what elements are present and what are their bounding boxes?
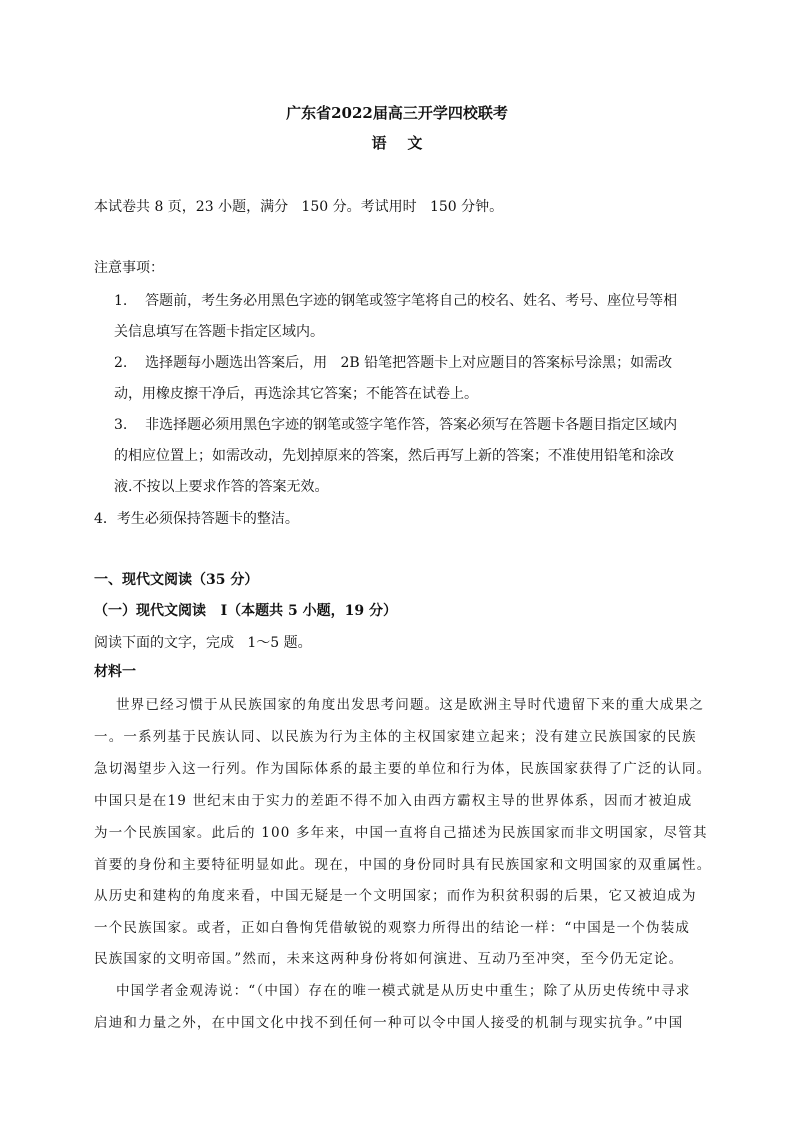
note-item-2-line-1: 2. 选择题每小题选出答案后，用 2B 铅笔把答题卡上对应题目的答案标号涂黑；如需改 [114,355,673,371]
note-item-4: 4．考生必须保持答题卡的整洁。 [94,511,299,527]
passage-line: 中国只是在19 世纪末由于实力的差距不得不加入由西方霸权主导的世界体系，因而才被迫成 [94,793,693,809]
passage-line: 一个民族国家。或者，正如白鲁恂凭借敏锐的观察力所得出的结论一样：“中国是一个伪装成 [94,920,691,936]
exam-intro: 本试卷共 8 页，23 小题，满分 150 分。考试用时 150 分钟。 [94,199,504,215]
note-item-1-line-1: 1. 答题前，考生务必用黑色字迹的钢笔或签字笔将自己的校名、姓名、考号、座位号等相 [114,293,678,309]
reading-instruction: 阅读下面的文字，完成 1～5 题。 [94,635,312,651]
note-item-3-line-3: 液.不按以上要求作答的答案无效。 [114,479,329,495]
passage-line: 民族国家的文明帝国。”然而，未来这两种身份将如何演进、互动乃至冲突，至今仍无定论。 [94,951,684,967]
note-item-1-line-2: 关信息填写在答题卡指定区域内。 [114,324,324,340]
section-heading: 一、现代文阅读（35 分） [94,572,259,588]
passage-line: 首要的身份和主要特征明显如此。现在，中国的身份同时具有民族国家和文明国家的双重属性。 [94,857,712,873]
passage-line: 一。一系列基于民族认同、以民族为行为主体的主权国家建立起来；没有建立民族国家的民族 [94,729,697,745]
passage-line: 世界已经习惯于从民族国家的角度出发思考问题。这是欧洲主导时代遗留下来的重大成果之 [94,697,704,713]
material-label: 材料一 [94,664,136,680]
exam-title: 广东省2022届高三开学四校联考 [286,104,508,122]
subsection-heading: （一）现代文阅读 I（本题共 5 小题，19 分） [94,603,398,619]
notes-heading: 注意事项： [94,260,164,276]
note-item-3-line-2: 的相应位置上；如需改动，先划掉原来的答案，然后再写上新的答案；不准使用铅笔和涂改 [114,448,674,464]
note-item-2-line-2: 动，用橡皮擦干净后，再选涂其它答案；不能答在试卷上。 [114,386,478,402]
passage-line: 从历史和建构的角度来看，中国无疑是一个文明国家；而作为积贫积弱的后果，它又被迫成为 [94,888,697,904]
passage-line: 启迪和力量之外，在中国文化中找不到任何一种可以令中国人接受的机制与现实抗争。”中国 [94,1015,684,1031]
subject-title: 语 文 [371,134,423,152]
passage-line: 中国学者金观涛说：“（中国）存在的唯一模式就是从历史中重生；除了从历史传统中寻求 [94,983,691,999]
passage-line: 急切渴望步入这一行列。作为国际体系的最主要的单位和行为体，民族国家获得了广泛的认同。 [94,761,712,777]
note-item-3-line-1: 3. 非选择题必须用黑色字迹的钢笔或签字笔作答，答案必须写在答题卡各题目指定区域内 [114,417,678,433]
passage-line: 为一个民族国家。此后的 100 多年来，中国一直将自己描述为民族国家而非文明国家，尽管其 [94,825,708,841]
